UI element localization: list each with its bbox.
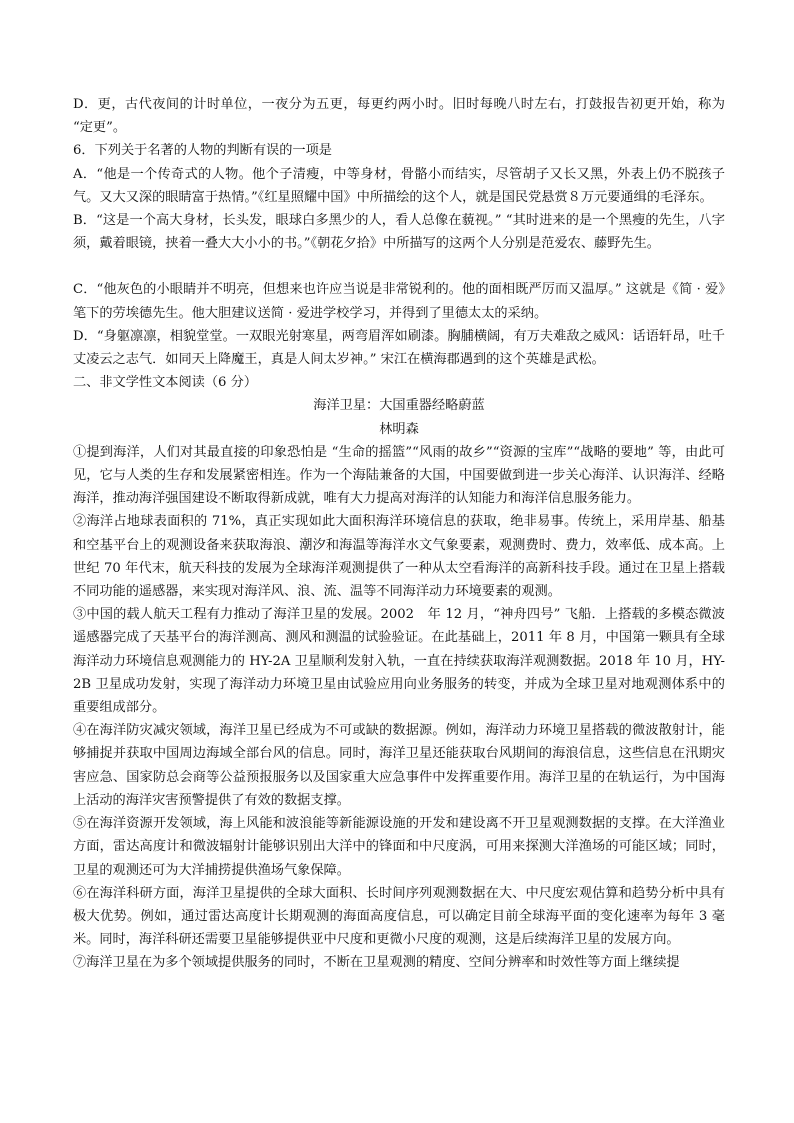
paragraph-5: ⑤在海洋资源开发领域，海上风能和波浪能等新能源设施的开发和建设离不开卫星观测数据的支撑。在大洋渔业方面，雷达高度计和微波辐射计能够识别出大洋中的锋面和中尺度涡，可用来探测大洋渔场的可能区域；同时，卫星的观测还可为大洋捕捞提供渔场气象保障。 [73, 816, 725, 878]
paragraph-7: ⑦海洋卫星在为多个领域提供服务的同时，不断在卫星观测的精度、空间分辨率和时效性等方面上继续提 [73, 955, 680, 971]
paragraph-4: ④在海洋防灾减灾领域，海洋卫星已经成为不可或缺的数据源。例如，海洋动力环境卫星搭载的微波散射计，能够捕捉并获取中国周边海域全部台风的信息。同时，海洋卫星还能获取台风期间的海浪信息，这些信息在汛期灾害应急、国家防总会商等公益预报服务以及国家重大应急事件中发挥重要作用。海洋卫星的在轨运行，为中国海上活动的海洋灾害预警提供了有效的数据支撑。 [73, 723, 725, 808]
article-author: 林明森 [379, 421, 419, 437]
document-page [73, 93, 725, 975]
paragraph-3: ③中国的载人航天工程有力推动了海洋卫星的发展。2002 年 12 月，“神舟四号” 飞船．上搭载的多模态微波遥感器完成了天基平台的海洋测高、测风和测温的试验验证。在此基础上，2011 年 8 月，中国第一颗具有全球海洋动力环境信息观测能力的 HY-2A 卫星顺利发射入轨，一直在持续获取海洋观测数据。2018 年 10 月，HY-2B 卫星成功发射，实现了海洋动力环境卫星由试验应用向业务服务的转变，并成为全球卫星对地观测体系中的重要组成部分。 [73, 607, 725, 716]
q5-option-d: D．更，古代夜间的计时单位，一夜分为五更，每更约两小时。旧时每晚八时左右，打鼓报告初更开始，称为 “定更”。 [73, 97, 725, 136]
article-title: 海洋卫星：大国重器经略蔚蓝 [313, 398, 485, 414]
q6-option-d: D．“身躯凛凛，相貌堂堂。一双眼光射寒星，两弯眉浑如刷漆。胸脯横阔，有万夫难敌之威风：话语轩昂，吐千丈凌云之志气．如同天上降魔王，真是人间太岁神。” 宋江在横海郡遇到的这个英雄是武松。 [73, 328, 725, 368]
q6-option-b: B．“这是一个高大身材，长头发，眼球白多黑少的人，看人总像在藐视。” “其时进来的是一个黑瘦的先生，八字须，戴着眼镜，挟着一叠大大小小的书。”《朝花夕拾》中所描写的这两个人分别是范爱农、藤野先生。 [73, 213, 725, 252]
section-heading: 二、非文学性文本阅读（6 分） [73, 375, 258, 391]
paragraph-6: ⑥在海洋科研方面，海洋卫星提供的全球大面积、长时间序列观测数据在大、中尺度宏观估算和趋势分析中具有极大优势。例如，通过雷达高度计长期观测的海面高度信息，可以确定目前全球海平面的变化速率为每年 3 毫米。同时，海洋科研还需要卫星能够提供亚中尺度和更微小尺度的观测，这是后续海洋卫星的发展方向。 [73, 885, 725, 948]
q6-option-c: C．“他灰色的小眼睛并不明亮，但想来也许应当说是非常锐利的。他的面相既严厉而又温厚。” 这就是《简 · 爱》笔下的劳埃德先生。他大胆建议送简 · 爱进学校学习，并得到了里德太太的采纳。 [73, 282, 725, 321]
paragraph-2: ②海洋占地球表面积的 71%，真正实现如此大面积海洋环境信息的获取，绝非易事。传统上，采用岸基、船基和空基平台上的观测设备来获取海浪、潮汐和海温等海洋水文气象要素，观测费时、费力，效率低、成本高。上世纪 70 年代末，航天科技的发展为全球海洋观测提供了一种从太空看海洋的高新科技手段。通过在卫星上搭载不同功能的遥感器，来实现对海洋风、浪、流、温等不同海洋动力环境要素的观测。 [73, 514, 725, 600]
q6-stem: 6．下列关于名著的人物的判断有误的一项是 [73, 143, 332, 159]
blank-line [73, 255, 725, 278]
q6-option-a: A．“他是一个传奇式的人物。他个子清瘦，中等身材，骨骼小而结实，尽管胡子又长又黑，外表上仍不脱孩子气。又大又深的眼睛富于热情。”《红星照耀中国》中所描绘的这个人，就是国民党悬赏８万元要通缉的毛泽东。 [73, 166, 725, 205]
paragraph-1: ①提到海洋，人们对其最直接的印象恐怕是 “生命的摇篮”“风雨的故乡”“资源的宝库”“战略的要地” 等，由此可见，它与人类的生存和发展紧密相连。作为一个海陆兼备的大国，中国要做到进一步关心海洋、认识海洋、经略海洋，推动海洋强国建设不断取得新成就，唯有大力提高对海洋的认知能力和海洋信息服务能力。 [73, 444, 725, 507]
